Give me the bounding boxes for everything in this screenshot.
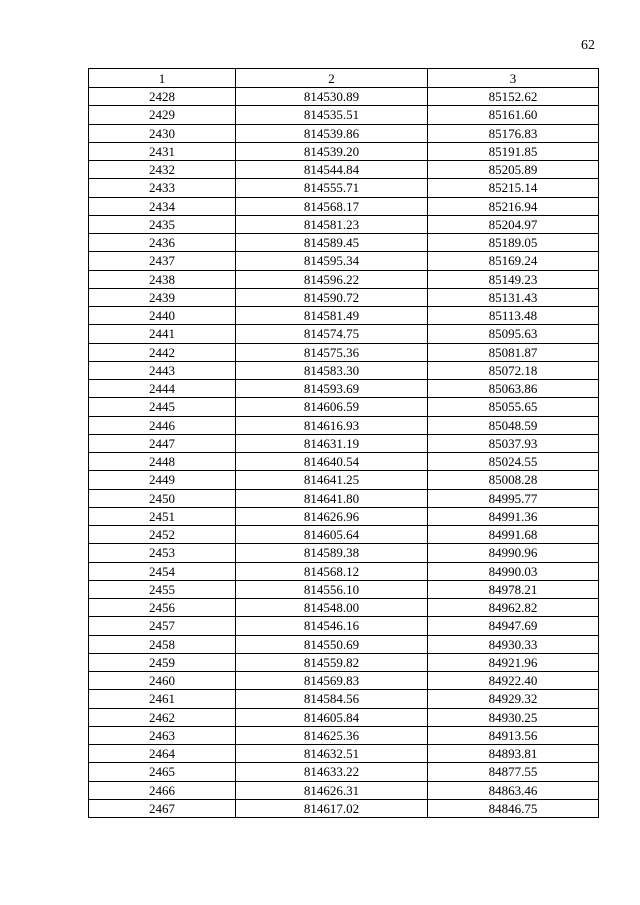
table-row [89, 726, 599, 744]
table-row [89, 161, 599, 179]
y-coordinate-cell: 84930.33 [428, 635, 599, 653]
table-row [89, 617, 599, 635]
x-coordinate-cell: 814575.36 [236, 343, 428, 361]
y-coordinate-cell: 85169.24 [428, 252, 599, 270]
y-coordinate-cell: 84990.96 [428, 544, 599, 562]
table-row [89, 708, 599, 726]
point-number-cell: 2455 [89, 580, 236, 598]
table-row [89, 763, 599, 781]
column-header-1: 1 [89, 69, 236, 88]
point-number-cell: 2466 [89, 781, 236, 799]
table-row [89, 599, 599, 617]
point-number-cell: 2457 [89, 617, 236, 635]
point-number-cell: 2431 [89, 142, 236, 160]
x-coordinate-cell: 814641.80 [236, 489, 428, 507]
y-coordinate-cell: 84922.40 [428, 672, 599, 690]
x-coordinate-cell: 814605.84 [236, 708, 428, 726]
x-coordinate-cell: 814568.12 [236, 562, 428, 580]
table-row [89, 88, 599, 106]
point-number-cell: 2448 [89, 453, 236, 471]
table-row [89, 471, 599, 489]
y-coordinate-cell: 85131.43 [428, 288, 599, 306]
x-coordinate-cell: 814589.45 [236, 234, 428, 252]
y-coordinate-cell: 85161.60 [428, 106, 599, 124]
x-coordinate-cell: 814633.22 [236, 763, 428, 781]
table-row [89, 106, 599, 124]
table-row [89, 745, 599, 763]
x-coordinate-cell: 814581.23 [236, 215, 428, 233]
table-row [89, 781, 599, 799]
x-coordinate-cell: 814548.00 [236, 599, 428, 617]
y-coordinate-cell: 85176.83 [428, 124, 599, 142]
y-coordinate-cell: 85152.62 [428, 88, 599, 106]
point-number-cell: 2444 [89, 380, 236, 398]
table-row [89, 434, 599, 452]
x-coordinate-cell: 814556.10 [236, 580, 428, 598]
y-coordinate-cell: 84863.46 [428, 781, 599, 799]
table-row [89, 690, 599, 708]
y-coordinate-cell: 84978.21 [428, 580, 599, 598]
point-number-cell: 2439 [89, 288, 236, 306]
y-coordinate-cell: 84929.32 [428, 690, 599, 708]
y-coordinate-cell: 85215.14 [428, 179, 599, 197]
point-number-cell: 2446 [89, 416, 236, 434]
y-coordinate-cell: 85063.86 [428, 380, 599, 398]
point-number-cell: 2433 [89, 179, 236, 197]
y-coordinate-cell: 85149.23 [428, 270, 599, 288]
point-number-cell: 2453 [89, 544, 236, 562]
x-coordinate-cell: 814559.82 [236, 653, 428, 671]
y-coordinate-cell: 84991.36 [428, 507, 599, 525]
x-coordinate-cell: 814626.96 [236, 507, 428, 525]
x-coordinate-cell: 814530.89 [236, 88, 428, 106]
point-number-cell: 2443 [89, 361, 236, 379]
point-number-cell: 2430 [89, 124, 236, 142]
table-row [89, 197, 599, 215]
y-coordinate-cell: 85095.63 [428, 325, 599, 343]
table-row [89, 526, 599, 544]
y-coordinate-cell: 84995.77 [428, 489, 599, 507]
point-number-cell: 2432 [89, 161, 236, 179]
y-coordinate-cell: 85189.05 [428, 234, 599, 252]
table-row [89, 307, 599, 325]
point-number-cell: 2454 [89, 562, 236, 580]
table-row [89, 179, 599, 197]
point-number-cell: 2437 [89, 252, 236, 270]
x-coordinate-cell: 814596.22 [236, 270, 428, 288]
x-coordinate-cell: 814568.17 [236, 197, 428, 215]
point-number-cell: 2463 [89, 726, 236, 744]
table-row [89, 270, 599, 288]
x-coordinate-cell: 814550.69 [236, 635, 428, 653]
y-coordinate-cell: 84930.25 [428, 708, 599, 726]
x-coordinate-cell: 814590.72 [236, 288, 428, 306]
column-header-2: 2 [236, 69, 428, 88]
point-number-cell: 2462 [89, 708, 236, 726]
y-coordinate-cell: 85191.85 [428, 142, 599, 160]
table-row [89, 416, 599, 434]
y-coordinate-cell: 84846.75 [428, 799, 599, 817]
point-number-cell: 2449 [89, 471, 236, 489]
table-row [89, 325, 599, 343]
table-row [89, 562, 599, 580]
table-row [89, 544, 599, 562]
point-number-cell: 2440 [89, 307, 236, 325]
table-row [89, 653, 599, 671]
point-number-cell: 2467 [89, 799, 236, 817]
point-number-cell: 2452 [89, 526, 236, 544]
point-number-cell: 2447 [89, 434, 236, 452]
point-number-cell: 2434 [89, 197, 236, 215]
table-row [89, 252, 599, 270]
column-header-3: 3 [428, 69, 599, 88]
y-coordinate-cell: 84991.68 [428, 526, 599, 544]
table-row [89, 489, 599, 507]
point-number-cell: 2450 [89, 489, 236, 507]
y-coordinate-cell: 84877.55 [428, 763, 599, 781]
x-coordinate-cell: 814574.75 [236, 325, 428, 343]
point-number-cell: 2465 [89, 763, 236, 781]
y-coordinate-cell: 85081.87 [428, 343, 599, 361]
y-coordinate-cell: 85024.55 [428, 453, 599, 471]
y-coordinate-cell: 85113.48 [428, 307, 599, 325]
y-coordinate-cell: 84990.03 [428, 562, 599, 580]
page-number: 62 [581, 38, 595, 53]
x-coordinate-cell: 814595.34 [236, 252, 428, 270]
table-body [89, 88, 599, 818]
point-number-cell: 2456 [89, 599, 236, 617]
point-number-cell: 2459 [89, 653, 236, 671]
x-coordinate-cell: 814606.59 [236, 398, 428, 416]
point-number-cell: 2445 [89, 398, 236, 416]
y-coordinate-cell: 85037.93 [428, 434, 599, 452]
x-coordinate-cell: 814631.19 [236, 434, 428, 452]
point-number-cell: 2442 [89, 343, 236, 361]
y-coordinate-cell: 85048.59 [428, 416, 599, 434]
table-row [89, 580, 599, 598]
table-row [89, 380, 599, 398]
table-row [89, 672, 599, 690]
point-number-cell: 2441 [89, 325, 236, 343]
point-number-cell: 2435 [89, 215, 236, 233]
table-row [89, 398, 599, 416]
point-number-cell: 2451 [89, 507, 236, 525]
point-number-cell: 2458 [89, 635, 236, 653]
x-coordinate-cell: 814535.51 [236, 106, 428, 124]
x-coordinate-cell: 814625.36 [236, 726, 428, 744]
x-coordinate-cell: 814605.64 [236, 526, 428, 544]
x-coordinate-cell: 814640.54 [236, 453, 428, 471]
table-row [89, 288, 599, 306]
table-row [89, 361, 599, 379]
x-coordinate-cell: 814583.30 [236, 361, 428, 379]
y-coordinate-cell: 84921.96 [428, 653, 599, 671]
y-coordinate-cell: 85055.65 [428, 398, 599, 416]
table-row [89, 124, 599, 142]
y-coordinate-cell: 85008.28 [428, 471, 599, 489]
x-coordinate-cell: 814617.02 [236, 799, 428, 817]
x-coordinate-cell: 814632.51 [236, 745, 428, 763]
table-row [89, 343, 599, 361]
y-coordinate-cell: 85204.97 [428, 215, 599, 233]
table-header-row [89, 69, 599, 88]
y-coordinate-cell: 85216.94 [428, 197, 599, 215]
table-row [89, 799, 599, 817]
y-coordinate-cell: 84947.69 [428, 617, 599, 635]
x-coordinate-cell: 814555.71 [236, 179, 428, 197]
x-coordinate-cell: 814569.83 [236, 672, 428, 690]
x-coordinate-cell: 814616.93 [236, 416, 428, 434]
table-row [89, 635, 599, 653]
y-coordinate-cell: 84893.81 [428, 745, 599, 763]
point-number-cell: 2461 [89, 690, 236, 708]
x-coordinate-cell: 814546.16 [236, 617, 428, 635]
x-coordinate-cell: 814641.25 [236, 471, 428, 489]
x-coordinate-cell: 814539.20 [236, 142, 428, 160]
point-number-cell: 2429 [89, 106, 236, 124]
x-coordinate-cell: 814544.84 [236, 161, 428, 179]
y-coordinate-cell: 85205.89 [428, 161, 599, 179]
point-number-cell: 2436 [89, 234, 236, 252]
point-number-cell: 2428 [89, 88, 236, 106]
point-number-cell: 2460 [89, 672, 236, 690]
y-coordinate-cell: 84913.56 [428, 726, 599, 744]
table-row [89, 142, 599, 160]
y-coordinate-cell: 85072.18 [428, 361, 599, 379]
x-coordinate-cell: 814589.38 [236, 544, 428, 562]
x-coordinate-cell: 814584.56 [236, 690, 428, 708]
point-number-cell: 2438 [89, 270, 236, 288]
point-number-cell: 2464 [89, 745, 236, 763]
x-coordinate-cell: 814593.69 [236, 380, 428, 398]
coordinates-table [88, 68, 599, 818]
x-coordinate-cell: 814626.31 [236, 781, 428, 799]
table-row [89, 507, 599, 525]
y-coordinate-cell: 84962.82 [428, 599, 599, 617]
x-coordinate-cell: 814539.86 [236, 124, 428, 142]
x-coordinate-cell: 814581.49 [236, 307, 428, 325]
table-row [89, 234, 599, 252]
table-row [89, 215, 599, 233]
table-row [89, 453, 599, 471]
